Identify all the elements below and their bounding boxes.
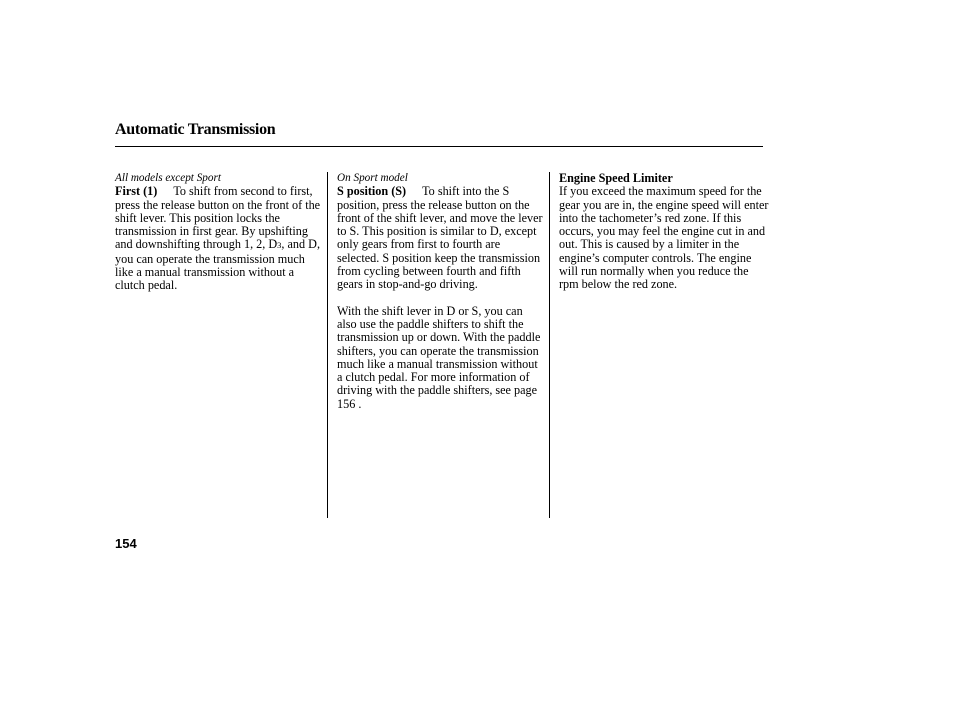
column-first-gear (115, 172, 321, 293)
first-gear-paragraph (115, 185, 321, 292)
title-divider (115, 146, 763, 147)
s-position-paragraph (337, 185, 543, 291)
column-divider (327, 172, 328, 518)
s-position-text: To shift into the S position, press the release button on the front of the shift lever, and move the lever to S. This position is similar to D, except only gears from first to fourth are selected. S position keep the transmission from cycling between fourth and fifth gears in stop-and-go driving. (337, 184, 543, 292)
first-gear-text-continued: , and D, you can operate the transmission much like a manual transmission without a clutch pedal. (115, 237, 320, 293)
paddle-shifters-paragraph: With the shift lever in D or S, you can also use the paddle shifters to shift the transmission up or down. With the paddle shifters, you can operate the transmission much like a manual transmission without a clutch pedal. For more information of driving with the paddle shifters, see page 156 . (337, 303, 541, 411)
engine-speed-limiter-text: If you exceed the maximum speed for the gear you are in, the engine speed will enter into the tachometer’s red zone. If this occurs, you may feel the engine cut in and out. This is caused by a limiter in the engine’s computer controls. The engine will run normally when you reduce the rpm below the red zone. (559, 184, 769, 292)
d3-subscript: 3 (277, 240, 282, 251)
model-note: All models except Sport (115, 172, 221, 184)
first-gear-heading: First (1) (115, 184, 158, 199)
column-engine-speed-limiter (559, 172, 769, 292)
page-title: Automatic Transmission (115, 121, 276, 138)
column-divider (549, 172, 550, 518)
s-position-heading: S position (S) (337, 184, 407, 199)
first-gear-text: To shift from second to first, press the release button on the front of the shift lever. This position locks the transmission in first gear. By upshifting and downshifting through 1, 2, D (115, 184, 321, 252)
column-s-position (337, 172, 543, 411)
page-number: 154 (115, 536, 137, 551)
model-note: On Sport model (337, 172, 408, 184)
engine-speed-limiter-heading: Engine Speed Limiter (559, 171, 673, 185)
